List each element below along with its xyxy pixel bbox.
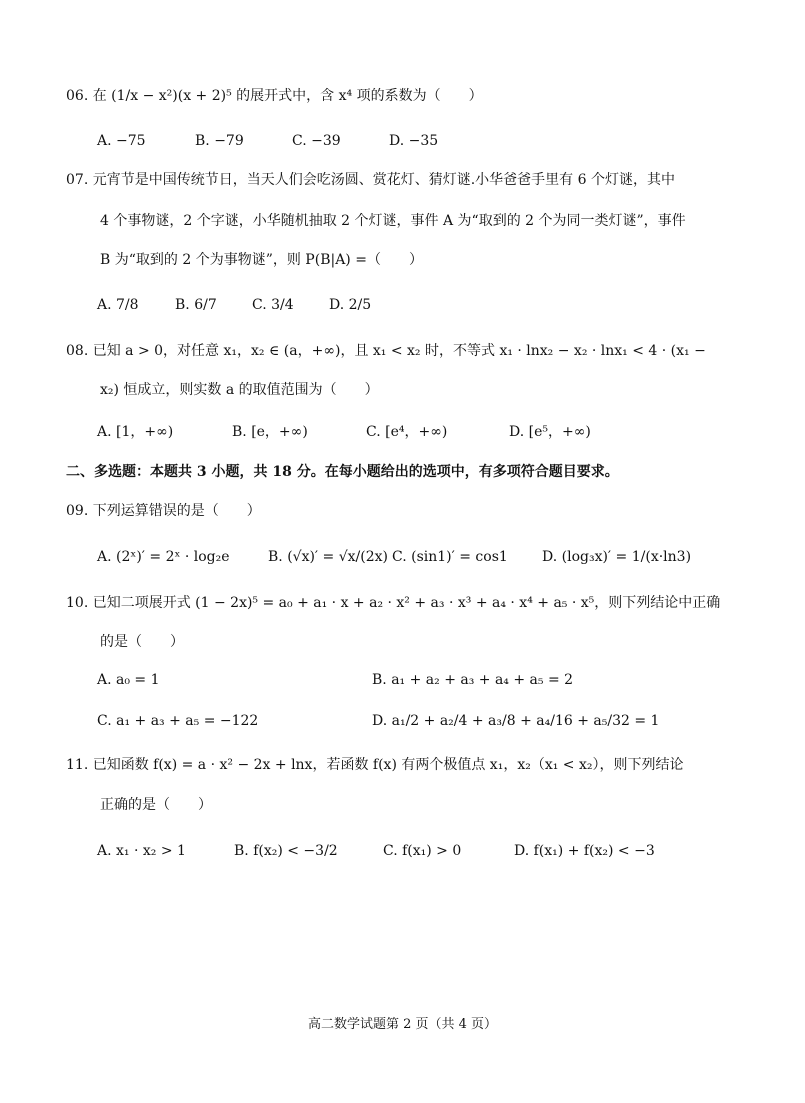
q10-option-c: C. a₁ + a₃ + a₅ = −122 [97, 713, 259, 729]
q06-option-b: B. −79 [195, 133, 244, 149]
q08-option-a: A. [1，+∞) [97, 424, 174, 440]
q06-option-c: C. −39 [292, 133, 341, 149]
q10-option-a: A. a₀ = 1 [97, 672, 160, 688]
q09-option-b: B. (√x)′ = √x/(2x) [268, 549, 388, 565]
q09-option-d: D. (log₃x)′ = 1/(x·ln3) [542, 549, 692, 565]
q10-option-b: B. a₁ + a₂ + a₃ + a₄ + a₅ = 2 [372, 672, 574, 688]
q07-option-d: D. 2/5 [329, 297, 372, 313]
question-07-line3: B 为“取到的 2 个为事物谜”，则 P(B|A) =（ ） [100, 252, 423, 268]
question-07-line2: 4 个事物谜，2 个字谜，小华随机抽取 2 个灯谜，事件 A 为“取到的 2 个为同一类灯谜”，事件 [100, 213, 686, 229]
q07-option-c: C. 3/4 [252, 297, 294, 313]
q06-option-a: A. −75 [97, 133, 146, 149]
question-11-line2: 正确的是（ ） [100, 797, 212, 813]
q09-option-c: C. (sin1)′ = cos1 [392, 549, 508, 565]
q09-option-a: A. (2ˣ)′ = 2ˣ · log₂e [97, 549, 230, 565]
page-footer: 高二数学试题第 2 页（共 4 页） [307, 1017, 498, 1032]
q11-option-b: B. f(x₂) < −3/2 [234, 843, 338, 859]
question-07-line1: 07. 元宵节是中国传统节日，当天人们会吃汤圆、赏花灯、猜灯谜.小华爸爸手里有 6 个灯谜，其中 [66, 172, 675, 188]
question-10-line2: 的是（ ） [100, 634, 184, 650]
q11-option-a: A. x₁ · x₂ > 1 [97, 843, 186, 859]
q06-option-d: D. −35 [389, 133, 439, 149]
q10-option-d: D. a₁/2 + a₂/4 + a₃/8 + a₄/16 + a₅/32 = 1 [372, 713, 660, 729]
q07-option-a: A. 7/8 [97, 297, 139, 313]
section-2-heading: 二、多选题：本题共 3 小题，共 18 分。在每小题给出的选项中，有多项符合题目要求。 [66, 464, 619, 480]
question-08-line1: 08. 已知 a > 0，对任意 x₁，x₂ ∈ (a，+∞)，且 x₁ < x₂ 时，不等式 x₁ · lnx₂ − x₂ · lnx₁ < 4 · (x₁ − [66, 343, 706, 359]
q08-option-d: D. [e⁵，+∞) [509, 424, 591, 440]
question-09-stem: 09. 下列运算错误的是（ ） [66, 503, 261, 519]
question-08-line2: x₂) 恒成立，则实数 a 的取值范围为（ ） [100, 382, 379, 398]
q11-option-d: D. f(x₁) + f(x₂) < −3 [514, 843, 655, 859]
q11-option-c: C. f(x₁) > 0 [383, 843, 462, 859]
question-10-line1: 10. 已知二项展开式 (1 − 2x)⁵ = a₀ + a₁ · x + a₂ · x² + a₃ · x³ + a₄ · x⁴ + a₅ · x⁵，则下列结论中正确 [66, 595, 721, 611]
q08-option-b: B. [e，+∞) [232, 424, 308, 440]
question-06-stem: 06. 在 (1/x − x²)(x + 2)⁵ 的展开式中，含 x⁴ 项的系数为（ ） [66, 88, 483, 104]
q07-option-b: B. 6/7 [175, 297, 217, 313]
question-11-line1: 11. 已知函数 f(x) = a · x² − 2x + lnx，若函数 f(x) 有两个极值点 x₁，x₂（x₁ < x₂），则下列结论 [66, 757, 684, 773]
q08-option-c: C. [e⁴，+∞) [366, 424, 448, 440]
